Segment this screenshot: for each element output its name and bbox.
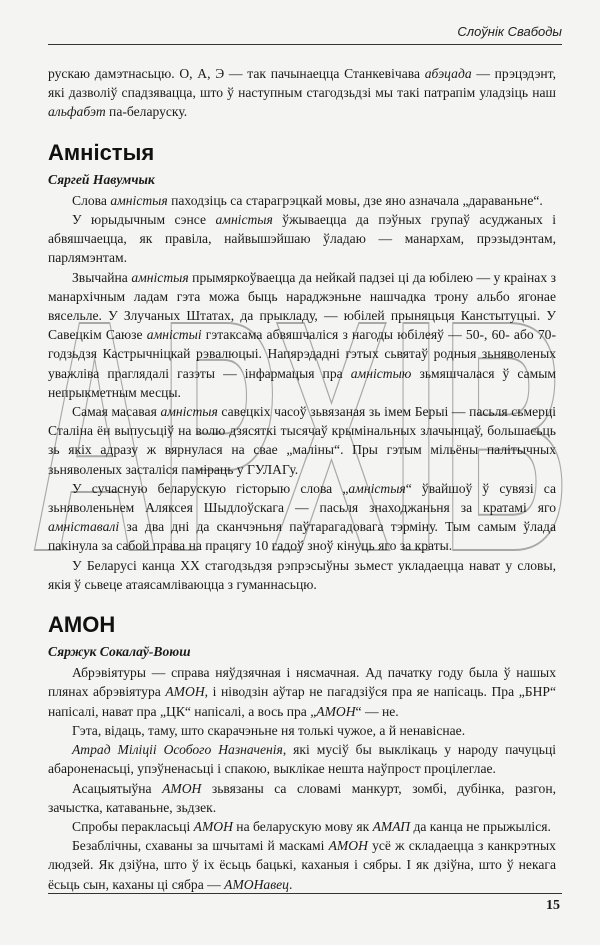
text-run: паходзіць са старагрэцкай мовы, дзе яно азначала „дараваньне“. — [167, 192, 543, 208]
body-paragraph — [48, 191, 556, 210]
text-run: “ — не. — [355, 703, 399, 719]
term-emphasis: АМОН — [162, 780, 202, 796]
term-emphasis: амністыя — [160, 404, 218, 420]
text-run: “ ўвайшоў ў сувязі са зьняволеньнем Аляксея Шыдлоўскага — пасьля знаходжаньня за кратамі яго — [48, 480, 556, 516]
text-run: , які мусіў бы выклікаць у народу пачуцьці абароненасьці, упэўненасьці і спакою, выклікае нешта наўпрост процілеглае. — [48, 742, 557, 777]
body-paragraph — [48, 663, 556, 721]
text-run: гэтаксама абвяшчаліся з нагоды юбілеяў — 50-, 60- або 70-годзьдзя Кастрычніцкай рэвалюцыі. Напярэдадні гэтых сьвятаў родныя зьняволеных уважліва праглядалі газэты — інфармацыя пра — [48, 327, 556, 381]
text-run: зьвязаны са словамі манкурт, зомбі, дубінка, разгон, зачыстка, катаваньне, зьдзек. — [48, 780, 556, 815]
section-title: Амністыя — [48, 139, 155, 165]
text-run: савецкіх часоў зьвязаная зь імем Берыі — пасьля сьмерці Сталіна ён выпусьціў на волю дзясяткі тысячаў крымінальных злачынцаў, большасьць зь якіх адразу ж вярнулася на свае „маліны“. Пры гэтым мільёны палітычных зьняволеных засталіся паміраць у ГУЛАГу. — [48, 404, 556, 477]
term-emphasis: амністыю — [350, 365, 412, 381]
running-head: Слоўнік Свабоды — [457, 24, 562, 39]
body-paragraph — [48, 402, 556, 479]
text-run: . — [288, 876, 293, 892]
footer-rule — [48, 893, 562, 894]
text-run: Самая масавая — [72, 404, 161, 420]
term-emphasis: АМОНавец — [224, 876, 289, 892]
term-emphasis: альфабэт — [48, 104, 106, 120]
text-run: Спробы перакласьці — [72, 818, 194, 834]
text-run: на беларускую мову як — [232, 818, 373, 834]
text-run: , і ніводзін аўтар не пагадзіўся пра яе напісаць. Пра „БНР“ напісалі, нават пра „ЦК“ напісалі, а вось пра „ — [48, 684, 556, 719]
term-emphasis: АМОН — [193, 818, 233, 834]
term-emphasis: АМОН — [328, 838, 368, 854]
term-emphasis: АМОН — [165, 684, 205, 700]
text-run: да канца не прыжыліся. — [410, 818, 551, 834]
text-run: У юрыдычным сэнсе — [72, 212, 216, 228]
term-emphasis: амністыі — [146, 327, 202, 343]
text-run: па-беларуску. — [105, 104, 188, 120]
term-emphasis: АМОН — [316, 703, 356, 719]
body-paragraph — [48, 740, 556, 778]
text-run: ўжываецца да пэўных групаў асуджаных і абвяшчаецца, як правіла, найвышэйшаю ўладаю — манархам, прэзыдэнтам, парлямэнтам. — [48, 212, 556, 266]
body-paragraph — [48, 556, 556, 594]
header-rule — [48, 44, 562, 45]
text-run: прымяркоўваецца да нейкай падзеі ці да юбілею — у краінах з манархічным ладам гэта можа быць нараджэньне нашчадка трону альбо ягонае вясельле. У Злучаных Штатах, да прыкладу, — юбілей прыняцьця Канстытуцыі. У Савецкім Саюзе — [48, 269, 556, 343]
page-number: 15 — [546, 898, 560, 913]
term-emphasis: амністыя — [131, 269, 189, 285]
text-run: усё ж складаецца з канкрэтных людзей. Як дзіўна, што ў іх ёсьць бацькі, каханыя і сябры. І як дзіўна, што ў некага ёсьць сын, каханы ці сябра — — [48, 838, 556, 892]
section-title: АМОН — [48, 612, 116, 638]
text-run: Гэта, відаць, таму, што скарачэньне ня толькі чужое, а й ненавіснае. — [72, 722, 466, 738]
text-run: рускаю дамэтнасьцю. О, А, Э — так пачынаецца Станкевічава — [48, 66, 425, 81]
body-paragraph — [48, 479, 556, 556]
term-emphasis: АМАП — [372, 818, 411, 834]
body-paragraph — [48, 779, 556, 817]
text-run: У Беларусі канца XX стагодзьдзя рэпрэсыўны зьмест укладаецца нават у словы, якія ў сьвеце атаясамліваюцца з гуманнасьцю. — [48, 557, 556, 592]
text-run: — прэцэдэнт, які дазволіў спадзявацца, што ў наступным стагодзьдзі мы такі патрапім уладзіць наш — [48, 66, 556, 101]
term-emphasis: Атрад Міліціі Особого Назначенія — [72, 742, 283, 758]
sections — [48, 140, 556, 894]
body-paragraph — [48, 210, 556, 268]
text-run: Безаблічны, схаваны за шчытамі й маскамі — [72, 838, 329, 854]
article-body — [48, 64, 556, 894]
watermark-text: АРХІВ — [30, 251, 570, 620]
term-emphasis: амністыя — [348, 480, 406, 496]
body-paragraph — [48, 817, 556, 836]
text-run: зьмяшчалася ў самым непрыкметным месцы. — [48, 365, 556, 400]
intro-paragraph — [48, 64, 556, 122]
section-author: Сяржук Сокалаў-Воюш — [48, 644, 191, 660]
text-run: Слова — [72, 192, 111, 208]
term-emphasis: абэцада — [424, 66, 472, 81]
section-author: Сяргей Навумчык — [48, 171, 155, 187]
body-paragraph — [48, 268, 556, 402]
term-emphasis: амніставалі — [48, 519, 120, 535]
body-paragraph — [48, 721, 556, 740]
text-run: за два дні да сканчэньня паўтарагадовага тэрміну. Тым самым ўлада пакінула за сабой права на працягу 10 гадоў зноў кінуць яго за краты. — [48, 519, 556, 554]
text-run: У сучасную беларускую гісторыю слова „ — [72, 480, 349, 496]
body-paragraph — [48, 836, 556, 894]
term-emphasis: амністыя — [110, 192, 168, 208]
text-run: Абрэвіятуры — справа няўдзячная і нясмачная. Ад пачатку году была ў нашых плянах абрэвіятура — [48, 665, 556, 700]
text-run: Асацыятыўна — [72, 780, 163, 796]
term-emphasis: амністыя — [215, 212, 273, 228]
text-run: Звычайна — [72, 269, 132, 285]
